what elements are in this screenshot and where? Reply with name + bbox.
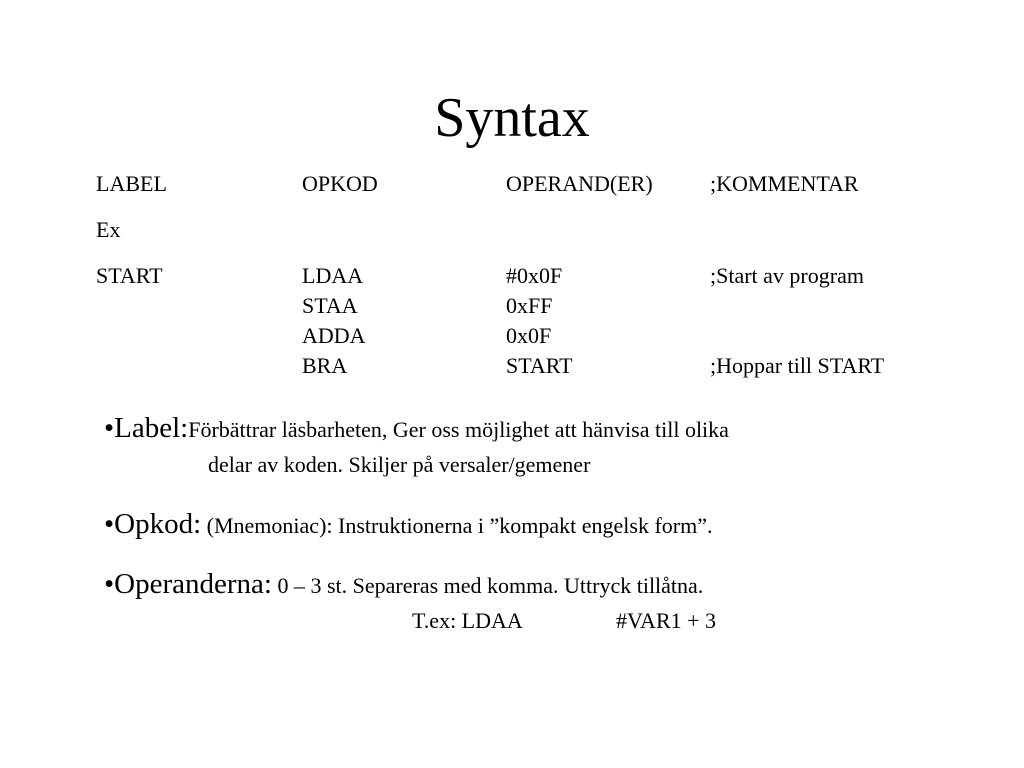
bullet-term: •Label:	[104, 412, 189, 444]
bullet-label	[104, 412, 729, 445]
row-label: START	[96, 263, 163, 288]
row-operand: 0x0F	[506, 323, 552, 348]
bullet-description: (Mnemoniac): Instruktionerna i ”kompakt engelsk form”.	[201, 513, 713, 538]
slide-title: Syntax	[434, 87, 590, 149]
header-operand: OPERAND(ER)	[506, 171, 653, 196]
row-opkod: STAA	[302, 293, 358, 318]
bullet-continuation: delar av koden. Skiljer på versaler/gemener	[208, 452, 591, 477]
example-prefix: T.ex: LDAA	[412, 608, 523, 633]
row-operand: 0xFF	[506, 293, 553, 318]
header-kommentar: ;KOMMENTAR	[710, 171, 859, 196]
example-operand: #VAR1 + 3	[616, 608, 717, 633]
row-comment: ;Start av program	[710, 263, 864, 288]
bullet-term: •Operanderna:	[104, 568, 272, 600]
row-opkod: ADDA	[302, 323, 366, 348]
bullet-opkod	[104, 508, 713, 541]
bullet-description: Förbättrar läsbarheten, Ger oss möjlighet att hänvisa till olika	[188, 417, 729, 442]
header-label: LABEL	[96, 171, 167, 196]
bullet-description: 0 – 3 st. Separeras med komma. Uttryck tillåtna.	[271, 573, 704, 598]
header-opkod: OPKOD	[302, 171, 378, 196]
example-label: Ex	[96, 217, 121, 242]
row-comment: ;Hoppar till START	[710, 353, 885, 378]
bullet-term: •Opkod:	[104, 508, 202, 540]
row-operand: START	[506, 353, 573, 378]
row-operand: #0x0F	[506, 263, 563, 288]
row-opkod: LDAA	[302, 263, 364, 288]
bullet-operanderna	[104, 568, 703, 601]
row-opkod: BRA	[302, 353, 348, 378]
